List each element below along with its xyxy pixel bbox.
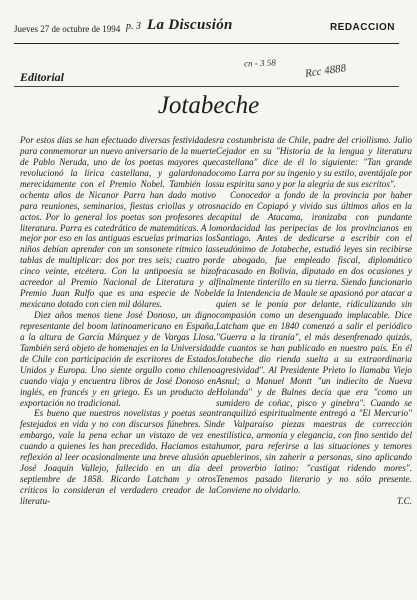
section-header: REDACCION [329, 22, 395, 33]
section-label: Editorial [20, 70, 65, 84]
paragraph: Es bueno que nuestros novelistas y poetas sean festejados en vida y no con discursos fúnebres. Sin embargo, vale la pena echar un vistazo de vez en cuando a quienes les han precedido. Hacíamos esta reflexión al leer ocasionalmente una breve alusión a José Joaquín Vallejo, fallecido en un día de septiembre de 1858. Ricardo Latcham y otros críticos lo consideran el verdadero creador de la literatu- [20, 408, 216, 506]
section-rule [14, 86, 399, 87]
handwritten-catalog-number: Rcc 4888 [304, 62, 347, 80]
article-title: Jotabeche [157, 92, 260, 119]
paragraph: Por estos días se han efectuado diversas festividades para conmemorar un nuevo aniversario de la muerte de Pablo Neruda, uno de los poetas mayores que revolucionó la lírica castellana, y galardonado merecidamente con el Premio Nobel. También los ochenta años de Nicanor Parra han dado motivo para reuniones, seminarios, fiestas criollas y otros actos. Por lo general los poetas son profesores de literatura. Parra es catedrático de matemáticas. A lo mejor por eso en las antiguas escuelas primarias los niños debían aprender con un sonsonete rítmico las tablas de multiplicar: dos por tres seis; cuatro por cinco veinte, etcétera. Con la antipoesía se hizo acreedor al Premio Nacional de Literatura y al Premio Juan Rulfo que es una especie de Nobel mexicano dotado con cien mil dólares. [20, 135, 216, 310]
article-column-right [216, 135, 412, 507]
page-number: p. 3 [126, 21, 141, 32]
paragraph: Conocedor a fondo de la provincia por haber nacido en Copiapó y vivido sus últimos años en la capital de Atacama, ironizaba con pundante mordacidad las peripecias de los provincianos en Santiago. Antes de dedicarse a escribir con el seudónimo de Jotabeche, estudió leyes sin recibirse de abogado, fue empleado fiscal, diplomático fracasado en Bolivia, diputado en dos ocasiones y finalmente tinterillo en su tierra. Siendo funcionario de la Intendencia de Maule se apasionó por atacar a quien se le ponía por delante, ridiculizando sin compasión como un desenguado implacable. Dice Latcham que en 1840 comenzó a salir el periódico "Guerra a la tiranía", el más desenfrenado quizás, de cuantos se han publicado en nuestro país. En él Jotabeche dio rienda suelta a su extraordinaria agresividad". Al Presidente Prieto lo llamaba Viejo Asnul; a Manuel Montt "un indiecito de Nueva Holanda" y de Bulnes decía que era "como un sumidero de coñac, pisco y ginebra". Cuando se tranquilizó espiritualmente entregó a "El Mercurio" de Valparaíso piezas maestras de corrección estilística, armonía y elegancia, con fino sentido del humor, para referirse a las situaciones y temores pueblerinos, sin zaherir a personas, sino aplicando el proverbio latino: "castigat ridendo mores". Tenemos pasado literario y no sólo presente. Conviene no olvidarlo. [216, 189, 412, 495]
issue-date: Jueves 27 de octubre de 1994 [14, 24, 121, 34]
handwritten-note: cn - 3 58 [243, 57, 276, 69]
article-column-left [20, 135, 216, 507]
paragraph: Diez años menos tiene José Donoso, un digno representante del boom latinoamericano en España, a la altura de García Márquez y de Vargas Llosa. También será objeto de homenajes en la Universidad de Chile con participación de escritores de Estados Unidos y Europa. Uno siente orgullo como chileno cuando viaja y encuentra libros de José Donoso en inglés, en francés y en griego. Es un producto de exportación no tradicional. [20, 310, 216, 408]
header-rule [14, 43, 399, 44]
publication-logo: La Discusión [147, 17, 233, 33]
paragraph: ra costumbrista de Chile, padre del criollismo. Julio Cejador en su "Historia de la lengua y literatura castellana" dice de él lo siguiente: "Tan grande como Larra por su ingenio y su estilo, aventájale por su espíritu sano y por la alegría de sus escritos". [216, 135, 412, 189]
author-signature: T.C. [396, 495, 412, 506]
page-header [14, 18, 399, 42]
